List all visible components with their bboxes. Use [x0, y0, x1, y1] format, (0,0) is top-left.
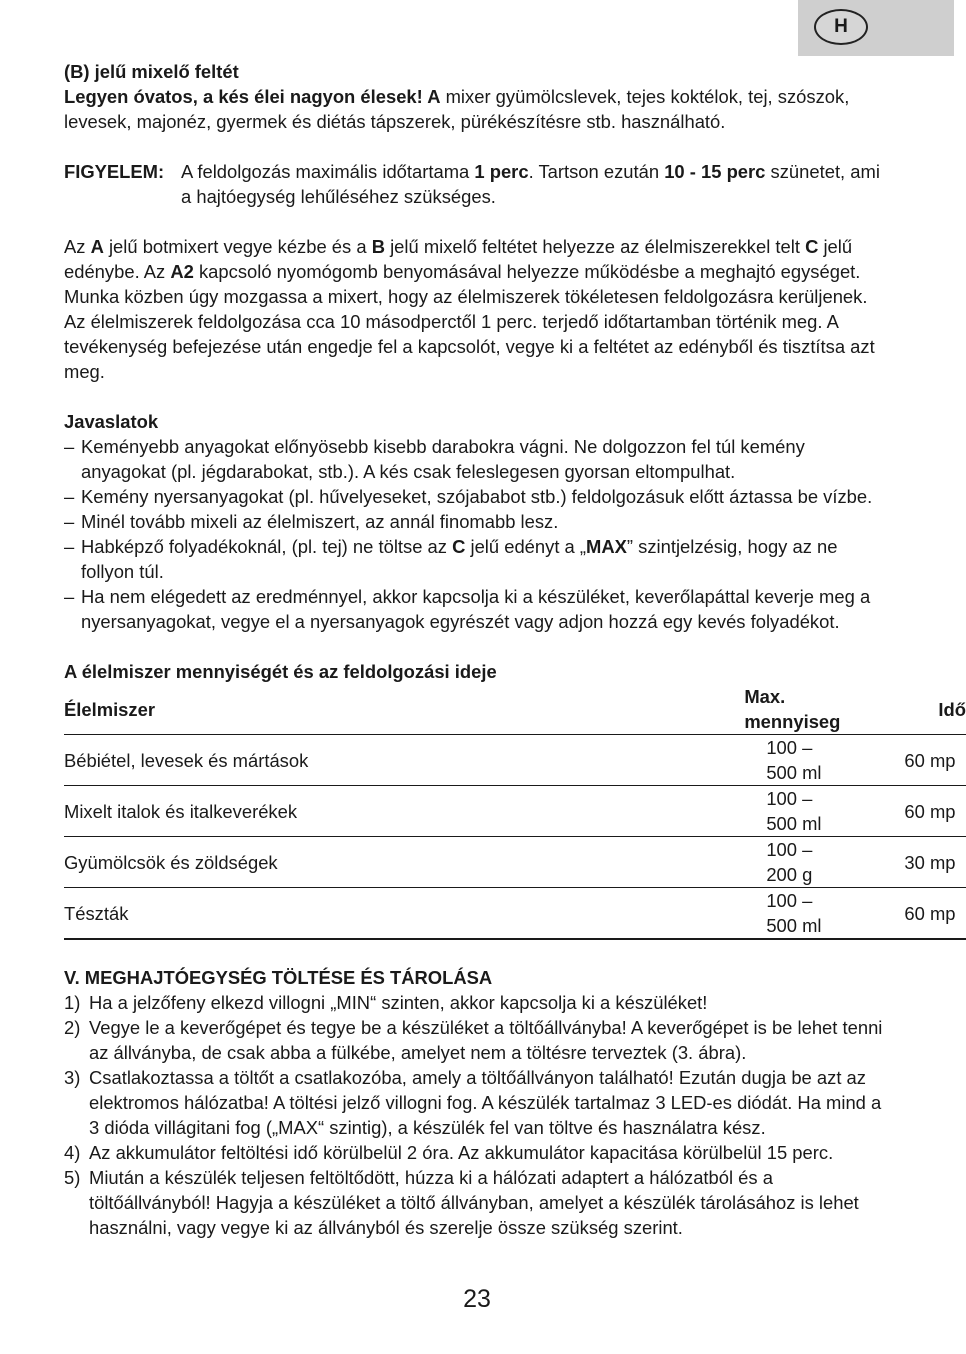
table-cell: 100 – 500 ml: [766, 788, 822, 834]
table-cell: 60 mp: [904, 902, 956, 924]
table-row: [64, 837, 966, 888]
list-item: – Keményebb anyagokat előnyösebb kisebb darabokra vágni. Ne dolgozzon fel túl kemény anyagokat (pl. jégdarabokat, stb.). A kés csak feleslegesen gyorsan eltompulhat.: [64, 434, 890, 484]
list-item: 5) Miután a készülék teljesen feltöltődött, húzza ki a hálózati adaptert a hálózatból és a töltőállványból! Hagyja a készüléket a töltő állványban, amelyet a készülék tárolásához is lehet használni, vagy vegye ki az állványból és szerelje össze szükség szerint.: [64, 1167, 859, 1238]
table-row: [64, 735, 966, 786]
table-header-row: [64, 684, 966, 735]
table-header-cell: Max. mennyiseg: [744, 686, 841, 732]
table-cell: Tészták: [64, 902, 129, 924]
table-cell: Gyümölcsök és zöldségek: [64, 851, 278, 873]
section-b-text: Legyen óvatos, a kés élei nagyon élesek! A mixer gyümölcslevek, tejes koktélok, tej, szószok, levesek, majonéz, gyermek és diétás tápszerek, pürékészítésre stb. használható.: [64, 86, 850, 132]
list-item: 2) Vegye le a keverőgépet és tegye be a készüléket a töltőállványba! A keverőgépet is be lehet tenni az állványba, de csak abba a fülkébe, amelyet nem a töltésre terveztek (3. ábra).: [64, 1017, 883, 1063]
page-content: [64, 59, 966, 1240]
list-item: 4) Az akkumulátor feltöltési idő körülbelül 2 óra. Az akkumulátor kapacitása körülbelül 15 perc.: [64, 1142, 834, 1163]
table-heading: A élelmiszer mennyiségét és az feldolgozási ideje: [64, 661, 497, 682]
table-row: [64, 888, 966, 940]
table-cell: Bébiétel, levesek és mártások: [64, 749, 309, 771]
page-number: 23: [463, 1285, 491, 1313]
usage-paragraph: Az A jelű botmixert vegye kézbe és a B jelű mixelő feltétet helyezze az élelmiszerekkel telt C jelű edénybe. Az A2 kapcsoló nyomógomb benyomásával helyezze működésbe a meghajtó egységet. Munka közben úgy mozgassa a mixert, hogy az élelmiszerek tökéletesen feldolgozásra kerüljenek. Az élelmiszerek feldolgozása cca 10 másodperctől 1 perc. terjedő időtartamban történik meg. A tevékenység befejezése után engedje fel a kapcsolót, vegye ki a feltétet az edényből és tisztítsa azt meg.: [64, 236, 875, 382]
table-header-cell: Idő: [938, 698, 966, 720]
charging-steps: [64, 990, 890, 1240]
charging-heading: V. MEGHAJTÓEGYSÉG TÖLTÉSE ÉS TÁROLÁSA: [64, 967, 493, 988]
attention-note: [64, 159, 890, 209]
table-cell: 60 mp: [904, 749, 956, 771]
quantity-table: [64, 684, 966, 940]
list-item: – Minél tovább mixeli az élelmiszert, az annál finomabb lesz.: [64, 509, 890, 534]
language-badge: H: [814, 9, 868, 45]
attention-label: FIGYELEM:: [64, 161, 165, 182]
table-cell: 100 – 500 ml: [766, 890, 822, 936]
attention-text: A feldolgozás maximális időtartama 1 perc. Tartson ezután 10 - 15 perc szünetet, ami a hajtóegység lehűléséhez szükséges.: [181, 161, 880, 207]
table-cell: Mixelt italok és italkeverékek: [64, 800, 298, 822]
table-row: [64, 786, 966, 837]
table-cell: 100 – 200 g: [766, 839, 813, 885]
section-b-heading: (B) jelű mixelő feltét: [64, 61, 239, 82]
table-header-cell: Élelmiszer: [64, 698, 155, 720]
list-item: 3) Csatlakoztassa a töltőt a csatlakozóba, amely a töltőállványon található! Ezután dugja be azt az elektromos hálózatba! A töltési jelző villogni fog. A készülék tartalmaz 3 LED-es diódát. Ha mind a 3 dióda villágitani fog („MAX“ szintig), a készülék fel van töltve és használatra kész.: [64, 1067, 882, 1138]
tips-list: [64, 434, 890, 634]
list-item: – Ha nem elégedett az eredménnyel, akkor kapcsolja ki a készüléket, keverőlapáttal keverje meg a nyersanyagokat, vegye el a nyersanyagok egyrészét vagy adjon hozzá egy kevés folyadékot.: [64, 584, 890, 634]
list-item: – Habképző folyadékoknál, (pl. tej) ne töltse az C jelű edényt a „MAX” szintjelzésig, hogy az ne follyon túl.: [64, 534, 890, 584]
tips-heading: Javaslatok: [64, 411, 159, 432]
list-item: – Kemény nyersanyagokat (pl. hűvelyeseket, szójababot stb.) feldolgozásuk előtt áztassa be vízbe.: [64, 484, 890, 509]
table-cell: 100 – 500 ml: [766, 737, 822, 783]
table-cell: 60 mp: [904, 800, 956, 822]
language-tab: [798, 0, 954, 56]
table-cell: 30 mp: [904, 851, 956, 873]
list-item: 1) Ha a jelzőfeny elkezd villogni „MIN“ szinten, akkor kapcsolja ki a készüléket!: [64, 992, 708, 1013]
